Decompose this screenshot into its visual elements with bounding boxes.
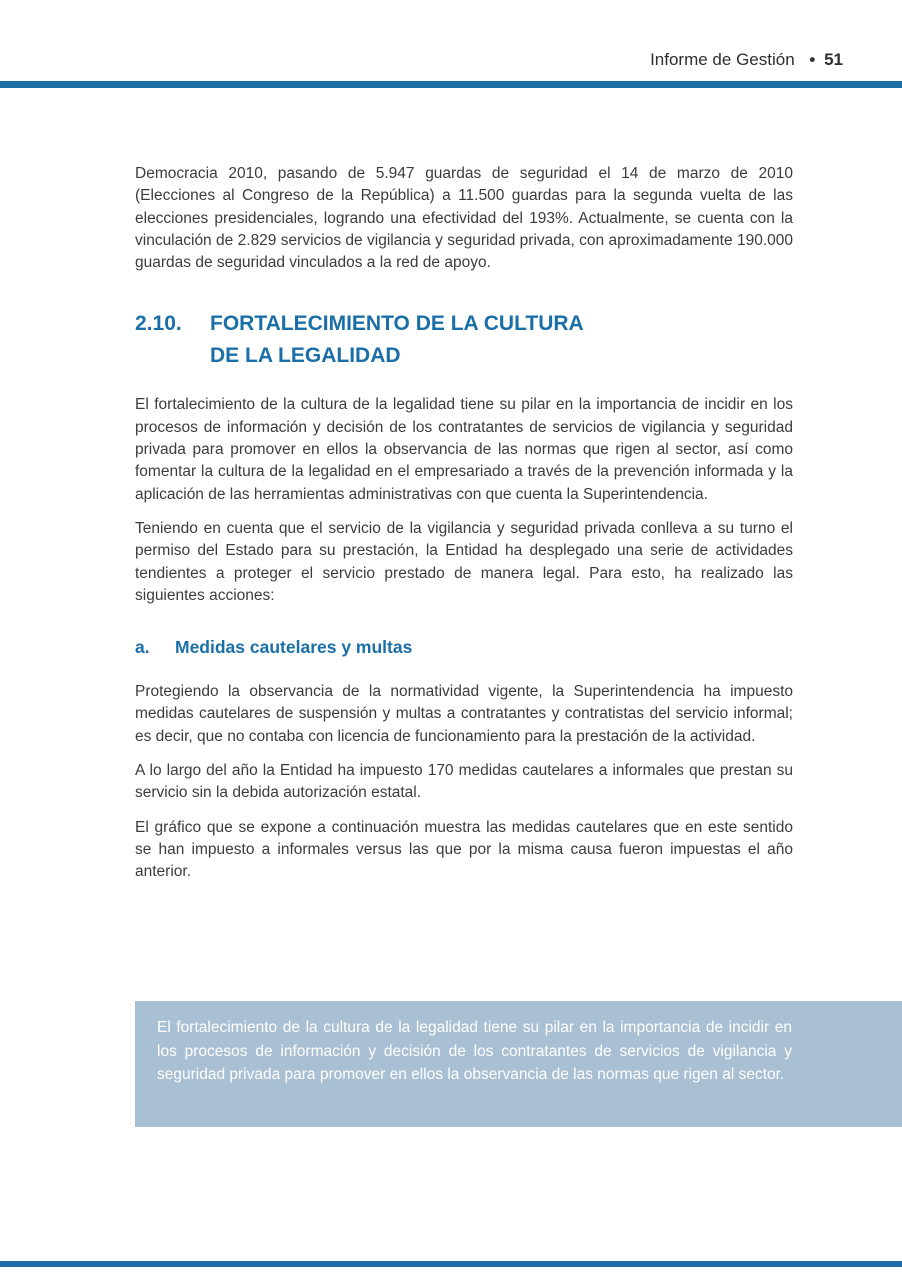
section-title-line1: FORTALECIMIENTO DE LA CULTURA: [210, 312, 584, 336]
page-number: 51: [824, 50, 843, 69]
report-title: Informe de Gestión: [650, 50, 795, 69]
section-heading: [135, 308, 793, 372]
body-paragraph: Protegiendo la observancia de la normatividad vigente, la Superintendencia ha impuesto medidas cautelares de suspensión y multas a contratantes y contratistas del servicio informal; es decir, que no contaba con licencia de funcionamiento para la prestación de la actividad.: [135, 683, 793, 745]
subsection-title: Medidas cautelares y multas: [175, 637, 413, 658]
intro-paragraph: Democracia 2010, pasando de 5.947 guardas de seguridad el 14 de marzo de 2010 (Elecciones al Congreso de la República) a 11.500 guardas para la segunda vuelta de las elecciones presidenciales, logrando una efectividad del 193%. Actualmente, se cuenta con la vinculación de 2.829 servicios de vigilancia y seguridad privada, con aproximadamente 190.000 guardas de seguridad vinculados a la red de apoyo.: [135, 165, 793, 272]
subsection-letter: a.: [135, 637, 150, 658]
body-paragraph: Teniendo en cuenta que el servicio de la vigilancia y seguridad privada conlleva a su turno el permiso del Estado para su prestación, la Entidad ha desplegado una serie de actividades tendientes a proteger el servicio prestado de manera legal. Para esto, ha realizado las siguientes acciones:: [135, 519, 793, 604]
body-paragraph: El gráfico que se expone a continuación muestra las medidas cautelares que en este sentido se han impuesto a informales versus las que por la misma causa fueron impuestas el año anterior.: [135, 818, 793, 881]
callout-box: [135, 1001, 902, 1127]
callout-text: El fortalecimiento de la cultura de la legalidad tiene su pilar en la importancia de incidir en los procesos de información y decisión de los contratantes de servicios de vigilancia y seguridad privada para promover en ellos la observancia de las normas que rigen al sector.: [157, 1019, 792, 1083]
subsection-heading: [135, 635, 793, 659]
section-title-line2: DE LA LEGALIDAD: [210, 344, 401, 368]
section-title: [210, 308, 793, 372]
body-paragraph: El fortalecimiento de la cultura de la legalidad tiene su pilar en la importancia de incidir en los procesos de información y decisión de los contratantes de servicios de vigilancia y seguridad privada para promover en ellos la observancia de las normas que rigen al sector, así como fomentar la cultura de la legalidad en el empresariado a través de la prevención informada y la aplicación de las herramientas administrativas con que cuenta la Superintendencia.: [135, 396, 793, 503]
footer-rule: [0, 1261, 902, 1267]
header-bullet-separator: •: [809, 50, 816, 69]
page-content: [135, 163, 793, 896]
section-number: 2.10.: [135, 312, 182, 336]
body-paragraph: A lo largo del año la Entidad ha impuesto 170 medidas cautelares a informales que prestan su servicio sin la debida autorización estatal.: [135, 762, 793, 802]
page-header: [650, 50, 843, 70]
header-rule: [0, 81, 902, 88]
